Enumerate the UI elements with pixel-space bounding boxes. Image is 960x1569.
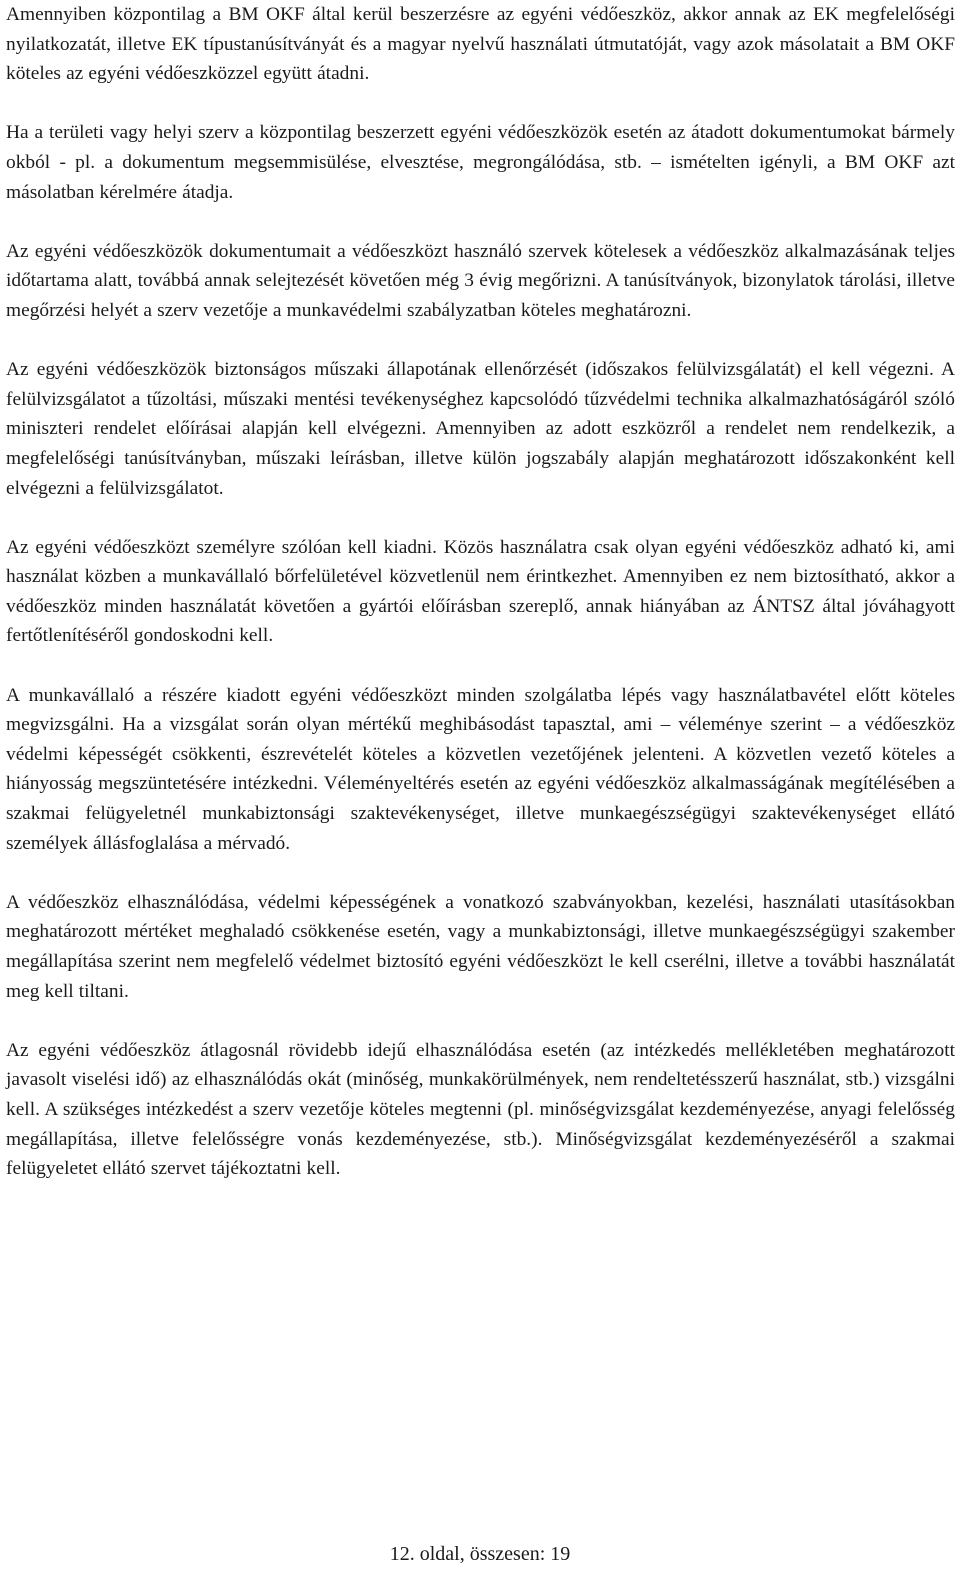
document-page [6, 0, 955, 1213]
paragraph-document-copies: Ha a területi vagy helyi szerv a központilag beszerzett egyéni védőeszközök esetén az átadott dokumentumokat bármely okból - pl. a dokumentum megsemmisülése, elvesztése, megrongálódása, stb. – ismételten igényli, a BM OKF azt másolatban kérelmére átadja. [6, 122, 955, 203]
paragraph-central-procurement: Amennyiben központilag a BM OKF által kerül beszerzésre az egyéni védőeszköz, akkor annak az EK megfelelőségi nyilatkozatát, illetve EK típustanúsítványát és a magyar nyelvű használati útmutatóját, vagy azok másolatait a BM OKF köteles az egyéni védőeszközzel együtt átadni. [6, 4, 955, 85]
paragraph-replacement: A védőeszköz elhasználódása, védelmi képességének a vonatkozó szabványokban, kezelési, használati utasításokban meghatározott mértéket meghaladó csökkenése esetén, vagy a munkabiztonsági, illetve munkaegészségügyi szakember megállapítása szerint nem megfelelő védelmet biztosító egyéni védőeszközt le kell cserélni, illetve a további használatát meg kell tiltani. [6, 891, 955, 1002]
paragraph-document-retention: Az egyéni védőeszközök dokumentumait a védőeszközt használó szervek kötelesek a védőeszköz alkalmazásának teljes időtartama alatt, továbbá annak selejtezését követően még 3 évig megőrizni. A tanúsítványok, bizonylatok tárolási, illetve megőrzési helyét a szerv vezetője a munkavédelmi szabályzatban köteles meghatározni. [6, 240, 955, 321]
paragraph-personal-issue: Az egyéni védőeszközt személyre szólóan kell kiadni. Közös használatra csak olyan egyéni védőeszköz adható ki, ami használat közben a munkavállaló bőrfelületével közvetlenül nem érintkezhet. Amennyiben ez nem biztosítható, akkor a védőeszköz minden használatát követően a gyártói előírásban szereplő, annak hiányában az ÁNTSZ által jóváhagyott fertőtlenítéséről gondoskodni kell. [6, 536, 955, 647]
paragraph-periodic-inspection: Az egyéni védőeszközök biztonságos műszaki állapotának ellenőrzését (időszakos felülvizsgálatát) el kell végezni. A felülvizsgálatot a tűzoltási, műszaki mentési tevékenységhez kapcsolódó tűzvédelmi technika alkalmazhatóságáról szóló miniszteri rendelet előírásai alapján kell elvégezni. Amennyiben az adott eszközről a rendelet nem rendelkezik, a megfelelőségi tanúsítványban, műszaki leírásban, illetve külön jogszabály alapján meghatározott időszakonként kell elvégezni a felülvizsgálatot. [6, 359, 955, 499]
paragraph-early-wear: Az egyéni védőeszköz átlagosnál rövidebb idejű elhasználódása esetén (az intézkedés mellékletében meghatározott javasolt viselési idő) az elhasználódás okát (minőség, munkakörülmények, nem rendeltetésszerű használat, stb.) vizsgálni kell. A szükséges intézkedést a szerv vezetője köteles megtenni (pl. minőségvizsgálat kezdeményezése, anyagi felelősség megállapítása, illetve felelősségre vonás kezdeményezése, stb.). Minőségvizsgálat kezdeményezéséről a szakmai felügyeletet ellátó szervet tájékoztatni kell. [6, 1039, 955, 1180]
paragraph-pre-use-check: A munkavállaló a részére kiadott egyéni védőeszközt minden szolgálatba lépés vagy használatbavétel előtt köteles megvizsgálni. Ha a vizsgálat során olyan mértékű meghibásodást tapasztal, ami – véleménye szerint – a védőeszköz védelmi képességét csökkenti, észrevételét köteles a közvetlen vezetőjének jelenteni. A közvetlen vezető köteles a hiányosság megszüntetésére intézkedni. Véleményeltérés esetén az egyéni védőeszköz alkalmasságának megítélésében a szakmai felügyeletnél munkabiztonsági szaktevékenységet, illetve munkaegészségügyi szaktevékenységet ellátó személyek állásfoglalása a mérvadó. [6, 684, 955, 854]
page-number-footer: 12. oldal, összesen: 19 [389, 1543, 571, 1565]
